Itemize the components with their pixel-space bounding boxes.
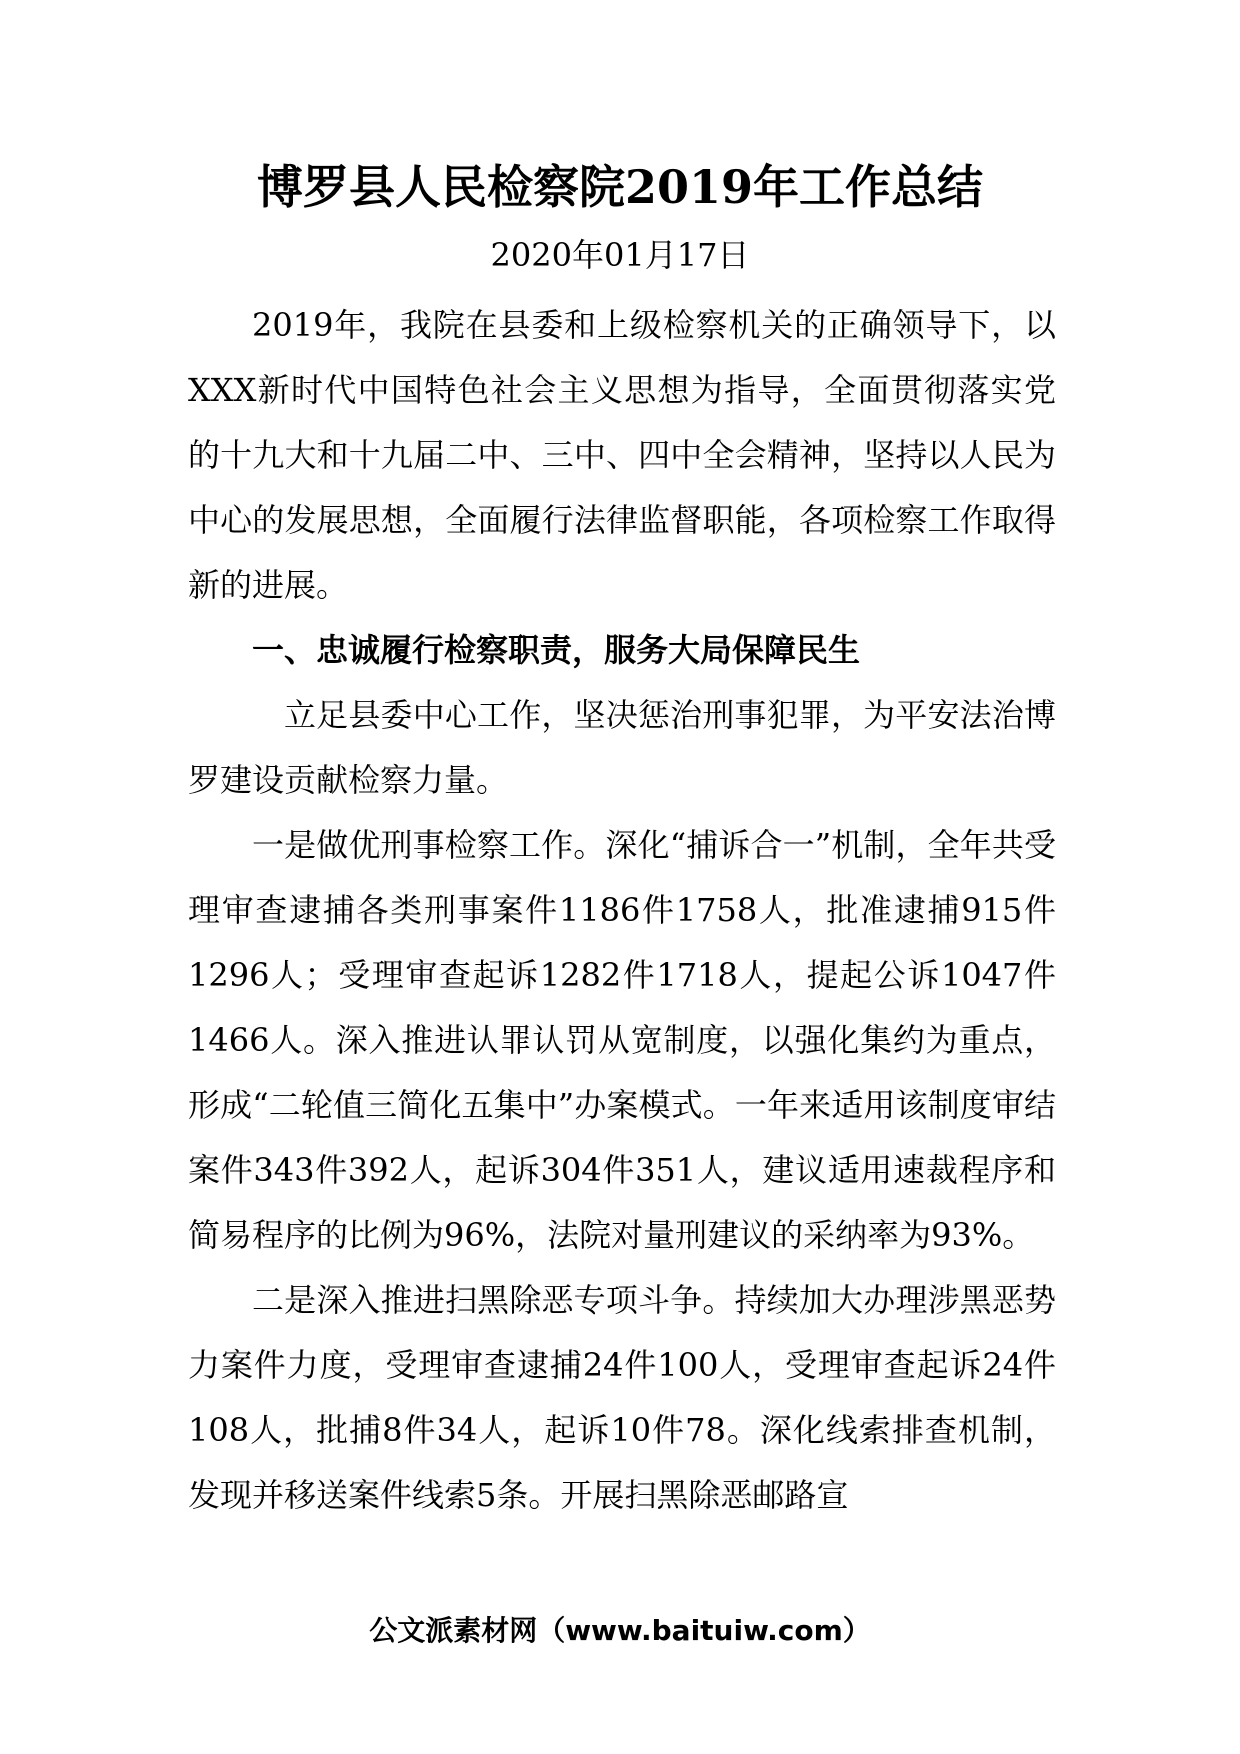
section-lead-paragraph: 立足县委中心工作，坚决惩治刑事犯罪，为平安法治博罗建设贡献检察力量。 — [188, 696, 1056, 799]
document-date: 2020年01月17日 — [490, 236, 750, 274]
point-one-paragraph: 一是做优刑事检察工作。深化“捕诉合一”机制，全年共受理审查逮捕各类刑事案件1186件1758人，批准逮捕915件1296人；受理审查起诉1282件1718人，提起公诉1047件1466人。深入推进认罪认罚从宽制度，以强化集约为重点，形成“二轮值三简化五集中”办案模式。一年来适用该制度审结案件343件392人，起诉304件351人，建议适用速裁程序和简易程序的比例为96%，法院对量刑建议的采纳率为93%。 — [188, 826, 1056, 1254]
document-title: 博罗县人民检察院2019年工作总结 — [256, 160, 984, 214]
intro-paragraph: 2019年，我院在县委和上级检察机关的正确领导下，以XXX新时代中国特色社会主义思想为指导，全面贯彻落实党的十九大和十九届二中、三中、四中全会精神，坚持以人民为中心的发展思想，全面履行法律监督职能，各项检察工作取得新的进展。 — [188, 306, 1056, 604]
point-two-paragraph: 二是深入推进扫黑除恶专项斗争。持续加大办理涉黑恶势力案件力度，受理审查逮捕24件100人，受理审查起诉24件108人，批捕8件34人，起诉10件78。深化线索排查机制，发现并移送案件线索5条。开展扫黑除恶邮路宣 — [188, 1281, 1056, 1514]
document-body — [188, 293, 1056, 1528]
footer-watermark: 公文派素材网（www.baituiw.com） — [369, 1614, 871, 1647]
section-heading: 一、忠诚履行检察职责，服务大局保障民生 — [252, 631, 861, 669]
